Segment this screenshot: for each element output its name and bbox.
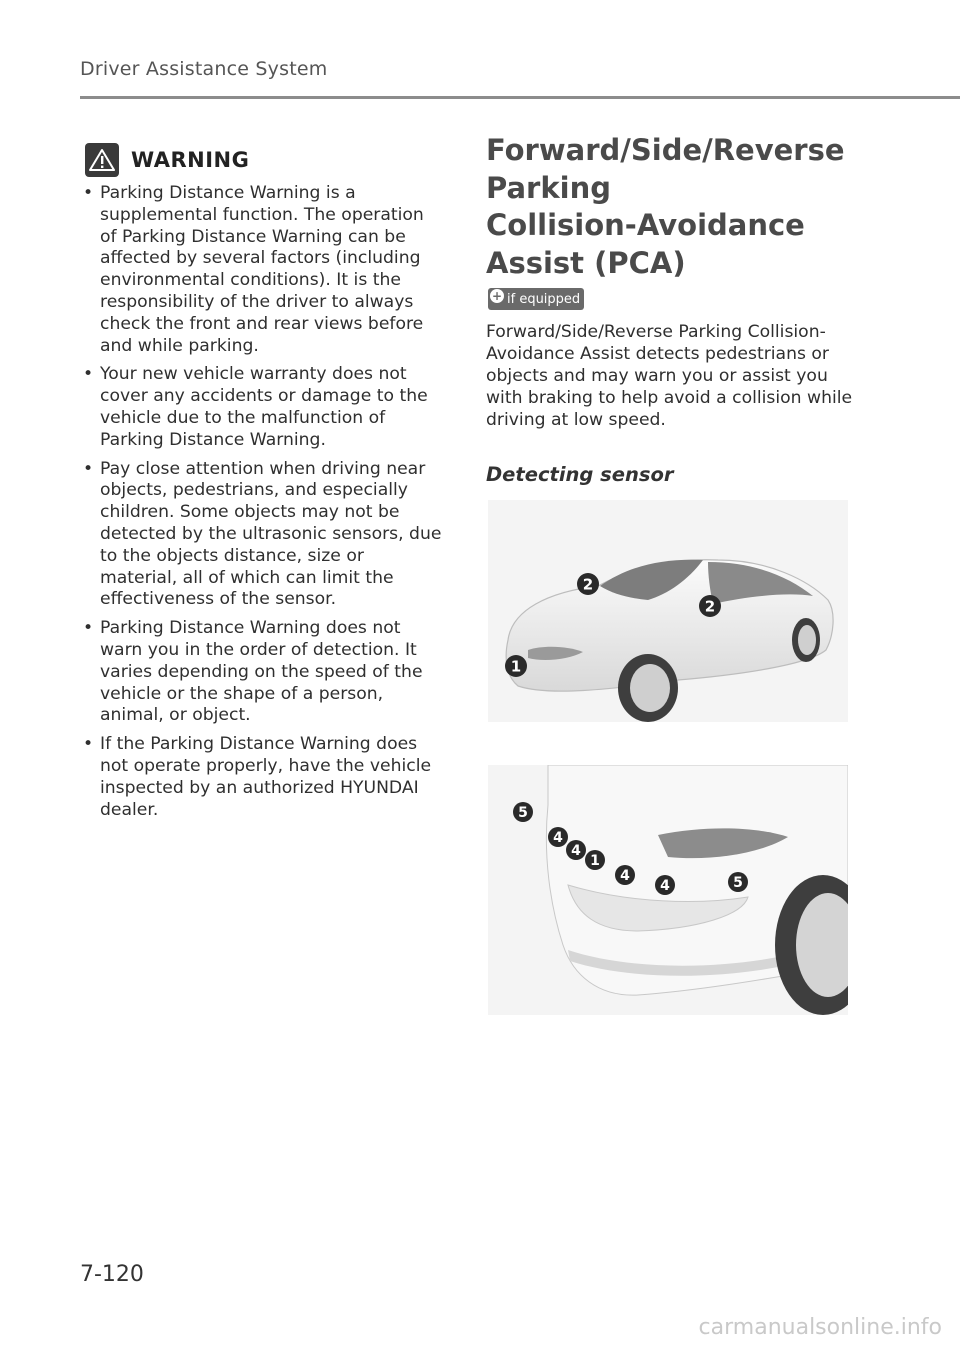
warning-list <box>80 183 445 828</box>
svg-text:4: 4 <box>660 878 670 894</box>
sensor-marker <box>728 872 748 892</box>
plus-icon: + <box>491 289 503 303</box>
warning-item: • Parking Distance Warning is a supplemental function. The operation of Parking Distance Warning can be affected by several factors (including environmental conditions). It is the responsibility of the driver to always check the front and rear views before and while parking. <box>80 183 445 357</box>
car-front-side-illustration <box>488 500 848 722</box>
sensor-marker <box>513 802 533 822</box>
warning-heading <box>85 142 249 178</box>
section-title-line: Collision-Avoidance <box>486 208 805 242</box>
warning-item: • Your new vehicle warranty does not cover any accidents or damage to the vehicle due to the malfunction of Parking Distance Warning. <box>80 364 445 451</box>
section-intro: Forward/Side/Reverse Parking Collision-Avoidance Assist detects pedestrians or objects and may warn you or assist you with braking to help avoid a collision while driving at low speed. <box>486 322 853 430</box>
svg-text:4: 4 <box>553 830 563 846</box>
detecting-sensor-heading: Detecting sensor <box>486 463 674 486</box>
sensor-marker <box>505 655 527 677</box>
section-title-line: Assist (PCA) <box>486 245 686 280</box>
front-bumper-figure <box>488 765 848 1015</box>
svg-text:5: 5 <box>518 805 528 821</box>
svg-text:4: 4 <box>620 868 630 884</box>
sensor-marker <box>566 840 586 860</box>
header-divider <box>80 96 960 99</box>
sensor-marker <box>585 850 605 870</box>
warning-item: • Pay close attention when driving near objects, pedestrians, and especially children. Some objects may not be detected by the ultrasonic sensors, due to the objects distance, size or material, all of which can limit the effectiveness of the sensor. <box>80 459 445 612</box>
svg-text:5: 5 <box>733 875 743 891</box>
badge-label: if equipped <box>507 291 581 307</box>
front-bumper-illustration <box>488 765 848 1015</box>
sensor-marker <box>615 865 635 885</box>
section-title <box>486 132 866 282</box>
sensor-marker <box>548 827 568 847</box>
sensor-marker <box>655 875 675 895</box>
warning-item: • If the Parking Distance Warning does not operate properly, have the vehicle inspected by an authorized HYUNDAI dealer. <box>80 734 445 821</box>
sensor-marker <box>699 595 721 617</box>
warning-label: WARNING <box>131 148 250 172</box>
svg-text:1: 1 <box>510 657 522 676</box>
sensor-marker <box>577 573 599 595</box>
watermark: carmanualsonline.info <box>698 1315 942 1340</box>
warning-item: • Parking Distance Warning does not warn you in the order of detection. It varies depending on the speed of the vehicle or the shape of a person, animal, or object. <box>80 618 445 727</box>
section-title-line: Forward/Side/Reverse <box>486 133 845 167</box>
svg-text:2: 2 <box>582 575 594 594</box>
if-equipped-badge <box>488 288 584 310</box>
svg-text:4: 4 <box>571 843 581 859</box>
svg-text:2: 2 <box>704 597 716 616</box>
running-header: Driver Assistance System <box>80 58 328 80</box>
section-title-line: Parking <box>486 170 611 205</box>
car-front-side-figure <box>488 500 848 722</box>
page-number: 7-120 <box>80 1262 144 1287</box>
warning-triangle-icon <box>85 143 119 177</box>
svg-text:1: 1 <box>590 853 600 869</box>
